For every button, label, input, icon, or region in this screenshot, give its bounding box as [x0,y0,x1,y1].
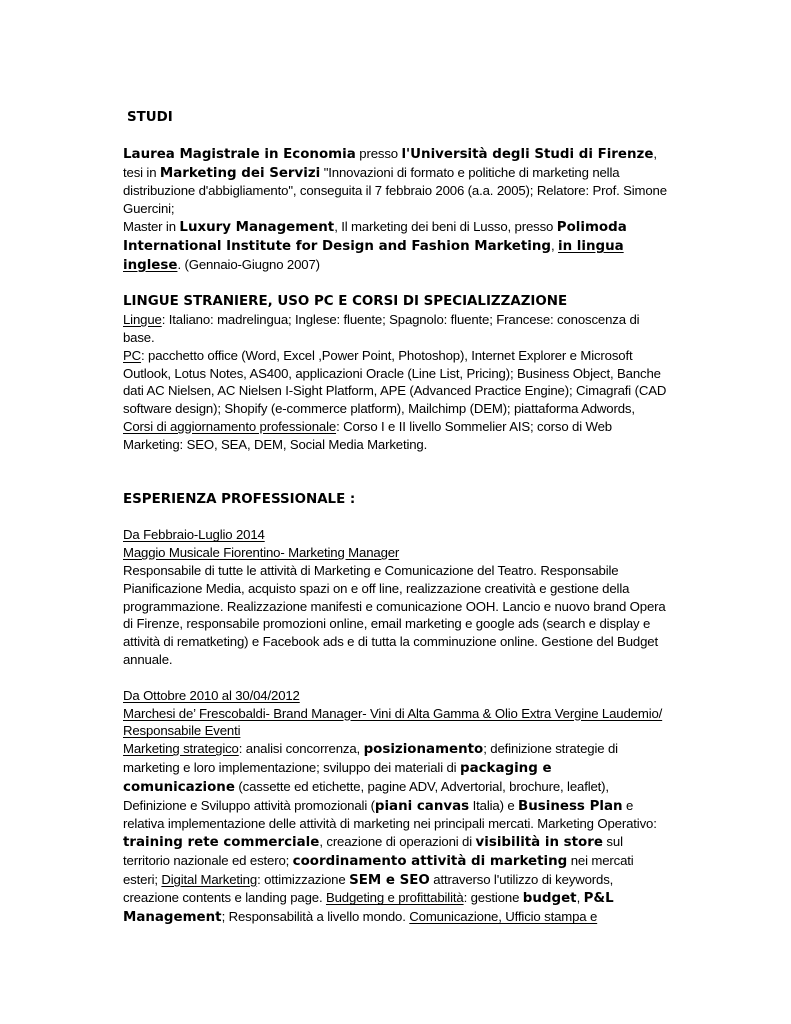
pc-paragraph: PC: pacchetto office (Word, Excel ,Power Point, Photoshop), Internet Explorer e Microsoft Outlook, Lotus Notes, AS400, applicazioni Oracle (Line List, Pricing); Business Object, Banche dati AC Nielsen, AC Nielsen I-Sight Platform, APE (Advanced Practice Engine); Cimagrafi (CAD software design); Shopify (e-commerce platform), Mailchimp (DEM); piattaforma Adwords, [123,347,667,417]
studi-laurea: Laurea Magistrale in Economia presso l'Università degli Studi di Firenze, tesi in Marketing dei Servizi "Innovazioni di formato e politiche di marketing nella distribuzione d'abbigliamento", conseguita il 7 febbraio 2006 (a.a. 2005); Relatore: Prof. Simone Guercini; [123,145,667,217]
cv-content [123,108,668,927]
job1-company: Maggio Musicale Fiorentino- Marketing Manager [123,545,400,561]
job2-period: Da Ottobre 2010 al 30/04/2012 [123,687,300,703]
studi-heading: STUDI [127,110,173,125]
job1-description: Responsabile di tutte le attività di Marketing e Comunicazione del Teatro. Responsabile Pianificazione Media, acquisto spazi on e off line, realizzazione creatività e gestione della programmazione. Realizzazione manifesti e comunicazione OOH. Lancio e nuovo brand Opera di Firenze, responsabile promozioni online, email marketing e google ads (search e display e attività di rematketing) e Facebook ads e di tutta la comminuzione online. Gestione del Budget annuale. [123,562,666,667]
job2-description: Marketing strategico: analisi concorrenza, posizionamento; definizione strategie di marketing e loro implementazione; sviluppo dei materiali di packaging e comunicazione (cassette ed etichette, pagine ADV, Advertorial, brochure, leaflet), Definizione e Sviluppo attività promozionali (piani canvas Italia) e Business Plan e relativa implementazione delle attività di marketing nei principali mercati. Marketing Operativo: training rete commerciale, creazione di operazioni di visibilità in store sul territorio nazionale ed estero; coordinamento attività di marketing nei mercati esteri; Digital Marketing: ottimizzazione SEM e SEO attraverso l'utilizzo di keywords, creazione contents e landing page. Budgeting e profittabilità: gestione budget, P&L Management; Responsabilità a livello mondo. Comunicazione, Ufficio stampa e [123,741,657,926]
corsi-paragraph: Corsi di aggiornamento professionale: Corso I e II livello Sommelier AIS; corso di Web Marketing: SEO, SEA, DEM, Social Media Marketing. [123,418,612,452]
lingue-paragraph: Lingue: Italiano: madrelingua; Inglese: fluente; Spagnolo: fluente; Francese: conoscenza di base. [123,312,640,345]
lingue-heading: LINGUE STRANIERE, USO PC E CORSI DI SPECIALIZZAZIONE [123,294,568,310]
studi-master: Master in Luxury Management, Il marketing dei beni di Lusso, presso Polimoda International Institute for Design and Fashion Marketing, in lingua inglese. (Gennaio-Giugno 2007) [123,218,627,273]
job1-period: Da Febbraio-Luglio 2014 [123,527,265,543]
esperienza-heading: ESPERIENZA PROFESSIONALE : [123,491,356,507]
job2-company: Marchesi de’ Frescobaldi- Brand Manager- Vini di Alta Gamma & Olio Extra Vergine Laudemio/ Responsabile Eventi [123,705,663,739]
